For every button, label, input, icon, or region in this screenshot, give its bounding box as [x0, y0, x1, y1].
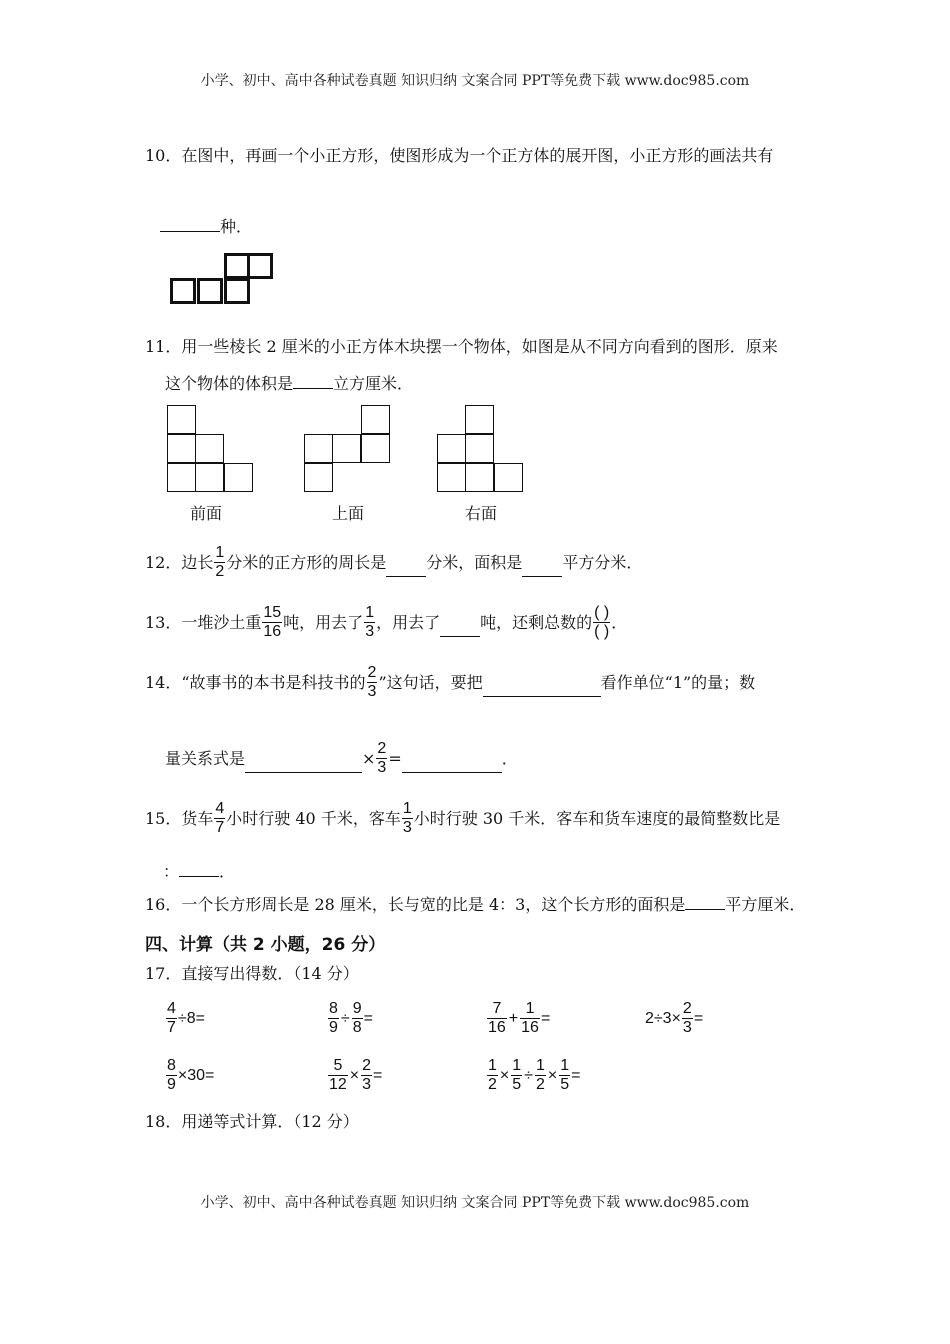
grid-cell: [437, 434, 466, 463]
grid-cell: [332, 434, 361, 463]
calc-item-6: $\frac{5}{12}$ × $\frac{2}{3}$ =: [329, 1057, 383, 1093]
grid-cell: [465, 434, 494, 463]
grid-cell: [167, 463, 196, 492]
question-13-text: 13．一堆沙土重 $\frac{15}{16}$ 吨，用去了 $\frac{1}{3}$ ，用去了 吨，还剩总数的 $\frac{( )}{( )}$ ．: [145, 604, 628, 640]
grid-cell: [361, 434, 390, 463]
question-11-text: 11．用一些棱长 2 厘米的小正方体木块摆一个物体，如图是从不同方向看到的图形．原来: [145, 337, 778, 356]
grid-cell: [195, 434, 224, 463]
fraction: $\frac{2}{3}$: [377, 740, 387, 776]
answer-blank[interactable]: [160, 231, 220, 232]
fraction: $\frac{2}{3}$: [367, 664, 377, 700]
page-footer: 小学、初中、高中各种试卷真题 知识归纳 文案合同 PPT等免费下载 www.doc985.com: [200, 1195, 750, 1211]
grid-cell: [304, 434, 333, 463]
grid-cell: [304, 463, 333, 492]
question-11-line2: 这个物体的体积是 立方厘米．: [165, 374, 414, 393]
calc-item-4: 2÷3× $\frac{2}{3}$ =: [645, 1000, 704, 1036]
grid-cell: [465, 463, 494, 492]
answer-blank[interactable]: [293, 388, 333, 389]
question-10-answer-line: 种．: [160, 217, 252, 237]
answer-blank[interactable]: [483, 696, 601, 697]
calc-item-1: $\frac{4}{7}$ ÷8=: [167, 1000, 205, 1036]
net-square: [170, 278, 196, 304]
grid-cell: [224, 463, 253, 492]
caption-top: 上面: [332, 504, 365, 523]
question-15-line2: ： ．: [163, 862, 236, 881]
fraction: $\frac{1}{3}$: [402, 800, 412, 836]
grid-cell: [167, 434, 196, 463]
fraction: $\frac{4}{7}$: [215, 800, 225, 836]
calc-item-2: $\frac{8}{9}$ ÷ $\frac{9}{8}$ =: [329, 1000, 373, 1036]
section-title: 四、计算（共 2 小题，26 分）: [145, 935, 386, 955]
question-16-text: 16．一个长方形周长是 28 厘米，长与宽的比是 4：3，这个长方形的面积是 平方厘米．: [145, 895, 806, 914]
question-18-title: 18．用递等式计算．（12 分）: [145, 1112, 359, 1131]
caption-front: 前面: [190, 504, 223, 523]
top-view-figure: [304, 405, 394, 495]
answer-blank[interactable]: [386, 576, 426, 577]
grid-cell: [361, 405, 390, 434]
right-view-figure: [437, 405, 527, 495]
grid-cell: [195, 463, 224, 492]
calc-item-7: $\frac{1}{2}$ × $\frac{1}{5}$ ÷ $\frac{1}{2}$ × $\frac{1}{5}$ =: [488, 1057, 581, 1093]
net-square: [224, 278, 250, 304]
answer-blank[interactable]: [179, 876, 219, 877]
calc-item-3: $\frac{7}{16}$ + $\frac{1}{16}$ =: [488, 1000, 551, 1036]
front-view-figure: [167, 405, 257, 495]
answer-blank[interactable]: [402, 772, 502, 773]
question-14-text: 14．“故事书的本书是科技书的 $\frac{2}{3}$ ”这句话，要把 看作单位“1”的量；数: [145, 664, 756, 700]
calc-item-5: $\frac{8}{9}$ ×30=: [167, 1057, 215, 1093]
grid-cell: [465, 405, 494, 434]
cube-net-figure: [170, 253, 280, 308]
answer-blank[interactable]: [245, 772, 362, 773]
question-15-text: 15．货车 $\frac{4}{7}$ 小时行驶 40 千米，客车 $\frac{1}{3}$ 小时行驶 30 千米．客车和货车速度的最简整数比是: [145, 800, 781, 836]
net-square: [247, 253, 273, 279]
answer-blank[interactable]: [440, 636, 480, 637]
question-17-title: 17．直接写出得数．（14 分）: [145, 964, 359, 983]
answer-blank[interactable]: [685, 909, 725, 910]
answer-blank[interactable]: [522, 576, 562, 577]
fraction: $\frac{15}{16}$: [263, 604, 282, 640]
fraction: $\frac{1}{3}$: [365, 604, 375, 640]
page-header: 小学、初中、高中各种试卷真题 知识归纳 文案合同 PPT等免费下载 www.doc985.com: [200, 73, 750, 89]
grid-cell: [437, 463, 466, 492]
fraction: $\frac{1}{2}$: [215, 544, 225, 580]
caption-right: 右面: [465, 504, 498, 523]
grid-cell: [167, 405, 196, 434]
question-12-text: 12．边长 $\frac{1}{2}$ 分米的正方形的周长是 分米，面积是 平方分米．: [145, 544, 643, 580]
grid-cell: [494, 463, 523, 492]
answer-fraction[interactable]: $\frac{( )}{( )}$: [594, 604, 610, 640]
net-square: [197, 278, 223, 304]
question-14-line2: 量关系式是 × $\frac{2}{3}$ = ．: [165, 740, 518, 776]
question-10-text: 10．在图中，再画一个小正方形，使图形成为一个正方体的展开图，小正方形的画法共有: [145, 146, 774, 165]
